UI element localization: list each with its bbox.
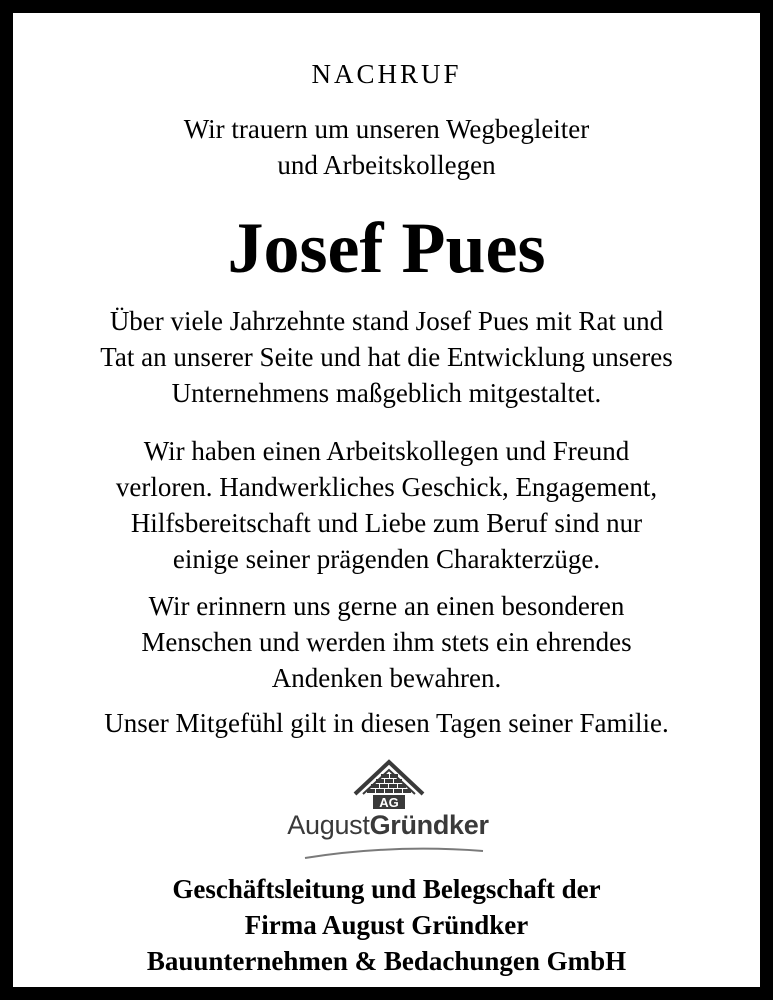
- paragraph-line: Über viele Jahrzehnte stand Josef Pues mit Rat und: [109, 306, 664, 336]
- paragraph-character: [13, 433, 760, 577]
- paragraph-line: verloren. Handwerkliches Geschick, Engagement,: [115, 472, 658, 502]
- paragraph-line: Unternehmens maßgeblich mitgestaltet.: [171, 378, 602, 408]
- paragraph-line: Andenken bewahren.: [271, 663, 502, 693]
- signature-line: Firma August Gründker: [244, 910, 529, 940]
- obituary-notice: [13, 13, 760, 987]
- intro-line: und Arbeitskollegen: [277, 150, 496, 180]
- company-logo: [283, 748, 493, 863]
- signature-block: [13, 871, 760, 979]
- paragraph-line: Tat an unserer Seite und hat die Entwicklung unseres: [100, 342, 673, 372]
- deceased-name: Josef Pues: [227, 208, 546, 288]
- paragraph-line: Hilfsbereitschaft und Liebe zum Beruf sind nur: [130, 508, 643, 538]
- logo-wordmark-first: August: [287, 810, 370, 840]
- paragraph-line: Wir erinnern uns gerne an einen besonderen: [148, 591, 625, 621]
- paragraph-line: Wir haben einen Arbeitskollegen und Freund: [143, 436, 630, 466]
- notice-heading: NACHRUF: [311, 59, 462, 89]
- paragraph-line: Menschen und werden ihm stets ein ehrendes: [141, 627, 632, 657]
- intro-line: Wir trauern um unseren Wegbegleiter: [183, 114, 590, 144]
- logo-wordmark-second: Gründker: [369, 810, 489, 840]
- paragraph-line: einige seiner prägenden Charakterzüge.: [172, 544, 601, 574]
- paragraph-line: Unser Mitgefühl gilt in diesen Tagen seiner Familie.: [104, 708, 669, 738]
- logo-wordmark: [283, 810, 493, 840]
- paragraph-condolence: [13, 705, 760, 741]
- intro-text: [13, 111, 760, 183]
- logo-monogram: AG: [379, 795, 399, 810]
- signature-line: Bauunternehmen & Bedachungen GmbH: [146, 946, 627, 976]
- paragraph-tribute: [13, 303, 760, 411]
- paragraph-remembrance: [13, 588, 760, 696]
- house-roof-icon: [283, 748, 493, 863]
- signature-line: Geschäftsleitung und Belegschaft der: [172, 874, 601, 904]
